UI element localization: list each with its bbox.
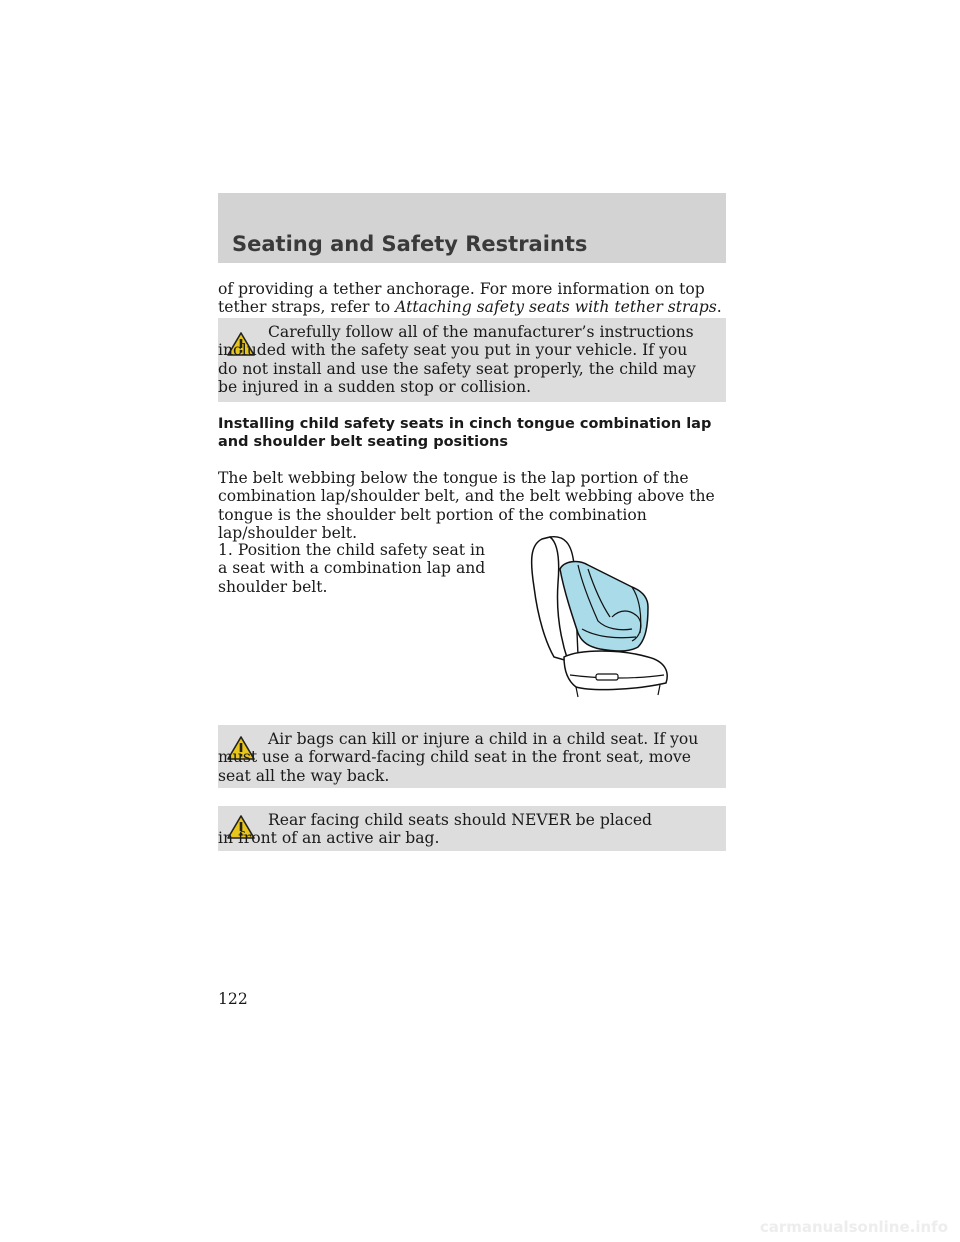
intro-text-end: . bbox=[716, 298, 722, 317]
watermark-text: carmanualsonline.info bbox=[759, 1218, 948, 1236]
section-body: The belt webbing below the tongue is the lap portion of the combination lap/shoulder belt, and the belt webbing above the tongue is the shoulder belt portion of the combination lap/shoulder belt. bbox=[218, 469, 715, 543]
warning-box-2 bbox=[218, 725, 726, 788]
intro-text: of providing a tether anchorage. For more information on top tether straps, refer to bbox=[218, 280, 705, 317]
section-heading: Installing child safety seats in cinch tongue combination lap and shoulder belt seating positions bbox=[218, 416, 712, 450]
warning-box-1 bbox=[218, 318, 726, 402]
child-seat-illustration bbox=[520, 525, 685, 700]
intro-paragraph bbox=[218, 280, 726, 317]
step-1: 1. Position the child safety seat in a seat with a combination lap and shoulder belt. bbox=[218, 541, 486, 596]
warning-text-3: Rear facing child seats should NEVER be placed in front of an active air bag. bbox=[218, 811, 653, 848]
tether-straps-reference: Attaching safety seats with tether straps bbox=[395, 298, 717, 317]
warning-box-3 bbox=[218, 806, 726, 851]
section-title: Seating and Safety Restraints bbox=[232, 232, 588, 256]
warning-text-1: Carefully follow all of the manufacturer’s instructions included with the safety seat you put in your vehicle. If you do not install and use the safety seat properly, the child may be injured in a sudden stop or collision. bbox=[218, 323, 696, 397]
warning-text-2: Air bags can kill or injure a child in a child seat. If you must use a forward-facing child seat in the front seat, move seat all the way back. bbox=[218, 730, 699, 785]
page-number: 122 bbox=[218, 990, 248, 1008]
